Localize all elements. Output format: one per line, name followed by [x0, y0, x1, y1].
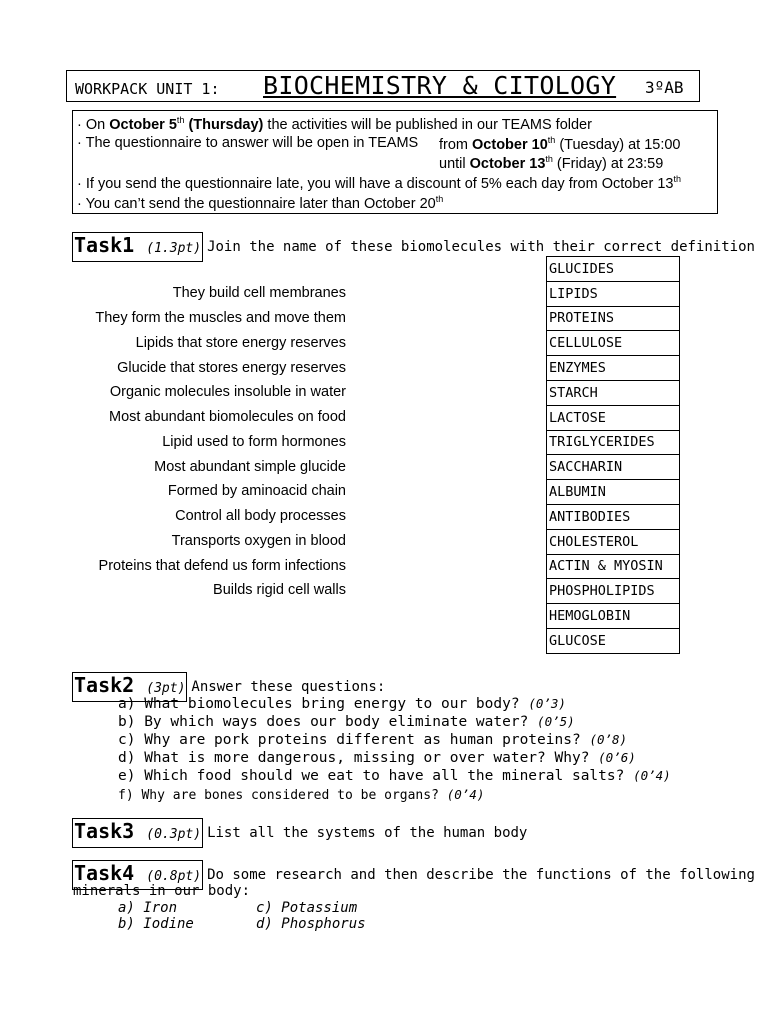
task3-header: [72, 818, 527, 848]
table-cell: TRIGLYCERIDES: [547, 430, 680, 455]
mineral-item: b) Iodine: [118, 916, 194, 932]
table-cell: GLUCIDES: [547, 257, 680, 282]
table-cell: LACTOSE: [547, 405, 680, 430]
definition-item: Builds rigid cell walls: [213, 582, 346, 598]
schedule-line-1: · On October 5th (Thursday) the activities will be published in our TEAMS folder: [77, 115, 592, 133]
table-cell: ANTIBODIES: [547, 504, 680, 529]
mineral-item: d) Phosphorus: [256, 916, 366, 932]
task4-instruction-cont: minerals in our body:: [73, 883, 251, 899]
table-cell: HEMOGLOBIN: [547, 604, 680, 629]
table-cell: LIPIDS: [547, 281, 680, 306]
schedule-line-2-from: from October 10th (Tuesday) at 15:00: [439, 134, 681, 153]
table-cell: PHOSPHOLIPIDS: [547, 579, 680, 604]
title-box: [66, 70, 700, 102]
task2-instruction: Answer these questions:: [191, 679, 386, 695]
schedule-line-2: · The questionnaire to answer will be open in TEAMS: [77, 134, 419, 151]
title-prefix: WORKPACK UNIT 1:: [75, 80, 220, 98]
question-item: a) What biomolecules bring energy to our body? (0’3): [118, 696, 566, 712]
question-item: f) Why are bones considered to be organs? (0’4): [118, 787, 485, 803]
task2-label: Task2 (3pt): [72, 672, 187, 702]
task1-label: Task1 (1.3pt): [72, 232, 203, 262]
table-cell: PROTEINS: [547, 306, 680, 331]
task3-instruction: List all the systems of the human body: [207, 825, 528, 841]
definition-item: Formed by aminoacid chain: [167, 483, 346, 499]
mineral-item: a) Iron: [118, 900, 178, 916]
definition-item: They build cell membranes: [172, 285, 346, 301]
page-title: BIOCHEMISTRY & CITOLOGY: [263, 71, 617, 100]
question-item: e) Which food should we eat to have all the mineral salts? (0’4): [118, 768, 671, 784]
schedule-line-4: · If you send the questionnaire late, you will have a discount of 5% each day from October 13th: [77, 174, 681, 192]
table-cell: SACCHARIN: [547, 455, 680, 480]
biomolecules-table: [546, 256, 680, 654]
definition-item: Transports oxygen in blood: [171, 532, 346, 549]
definition-item: Organic molecules insoluble in water: [109, 384, 346, 400]
question-item: b) By which ways does our body eliminate water? (0’5): [118, 714, 575, 730]
table-cell: STARCH: [547, 380, 680, 405]
definition-item: Most abundant biomolecules on food: [109, 409, 346, 425]
task4-instruction: Do some research and then describe the functions of the following: [207, 867, 755, 883]
definition-item: They form the muscles and move them: [95, 310, 346, 326]
task4-label: Task4 (0.8pt): [72, 860, 203, 890]
schedule-line-5: · You can’t send the questionnaire later than October 20th: [77, 193, 444, 212]
question-item: d) What is more dangerous, missing or over water? Why? (0’6): [118, 750, 636, 766]
task3-label: Task3 (0.3pt): [72, 818, 203, 848]
table-cell: CHOLESTEROL: [547, 529, 680, 554]
table-cell: ACTIN & MYOSIN: [547, 554, 680, 579]
definition-item: Lipids that store energy reserves: [135, 334, 346, 351]
definition-item: Glucide that stores energy reserves: [117, 359, 346, 376]
definition-item: Lipid used to form hormones: [162, 433, 346, 450]
class-label: 3ºAB: [645, 78, 684, 97]
mineral-item: c) Potassium: [256, 900, 358, 916]
definition-item: Most abundant simple glucide: [154, 458, 346, 475]
question-item: c) Why are pork proteins different as human proteins? (0’8): [118, 732, 628, 748]
table-cell: ALBUMIN: [547, 480, 680, 505]
table-cell: ENZYMES: [547, 356, 680, 381]
schedule-box: [72, 110, 718, 214]
schedule-line-3: until October 13th (Friday) at 23:59: [439, 154, 664, 172]
task1-instruction: Join the name of these biomolecules with their correct definition: [207, 239, 755, 255]
definition-item: Control all body processes: [175, 508, 346, 524]
table-cell: GLUCOSE: [547, 628, 680, 653]
table-cell: CELLULOSE: [547, 331, 680, 356]
definition-item: Proteins that defend us form infections: [98, 557, 346, 574]
